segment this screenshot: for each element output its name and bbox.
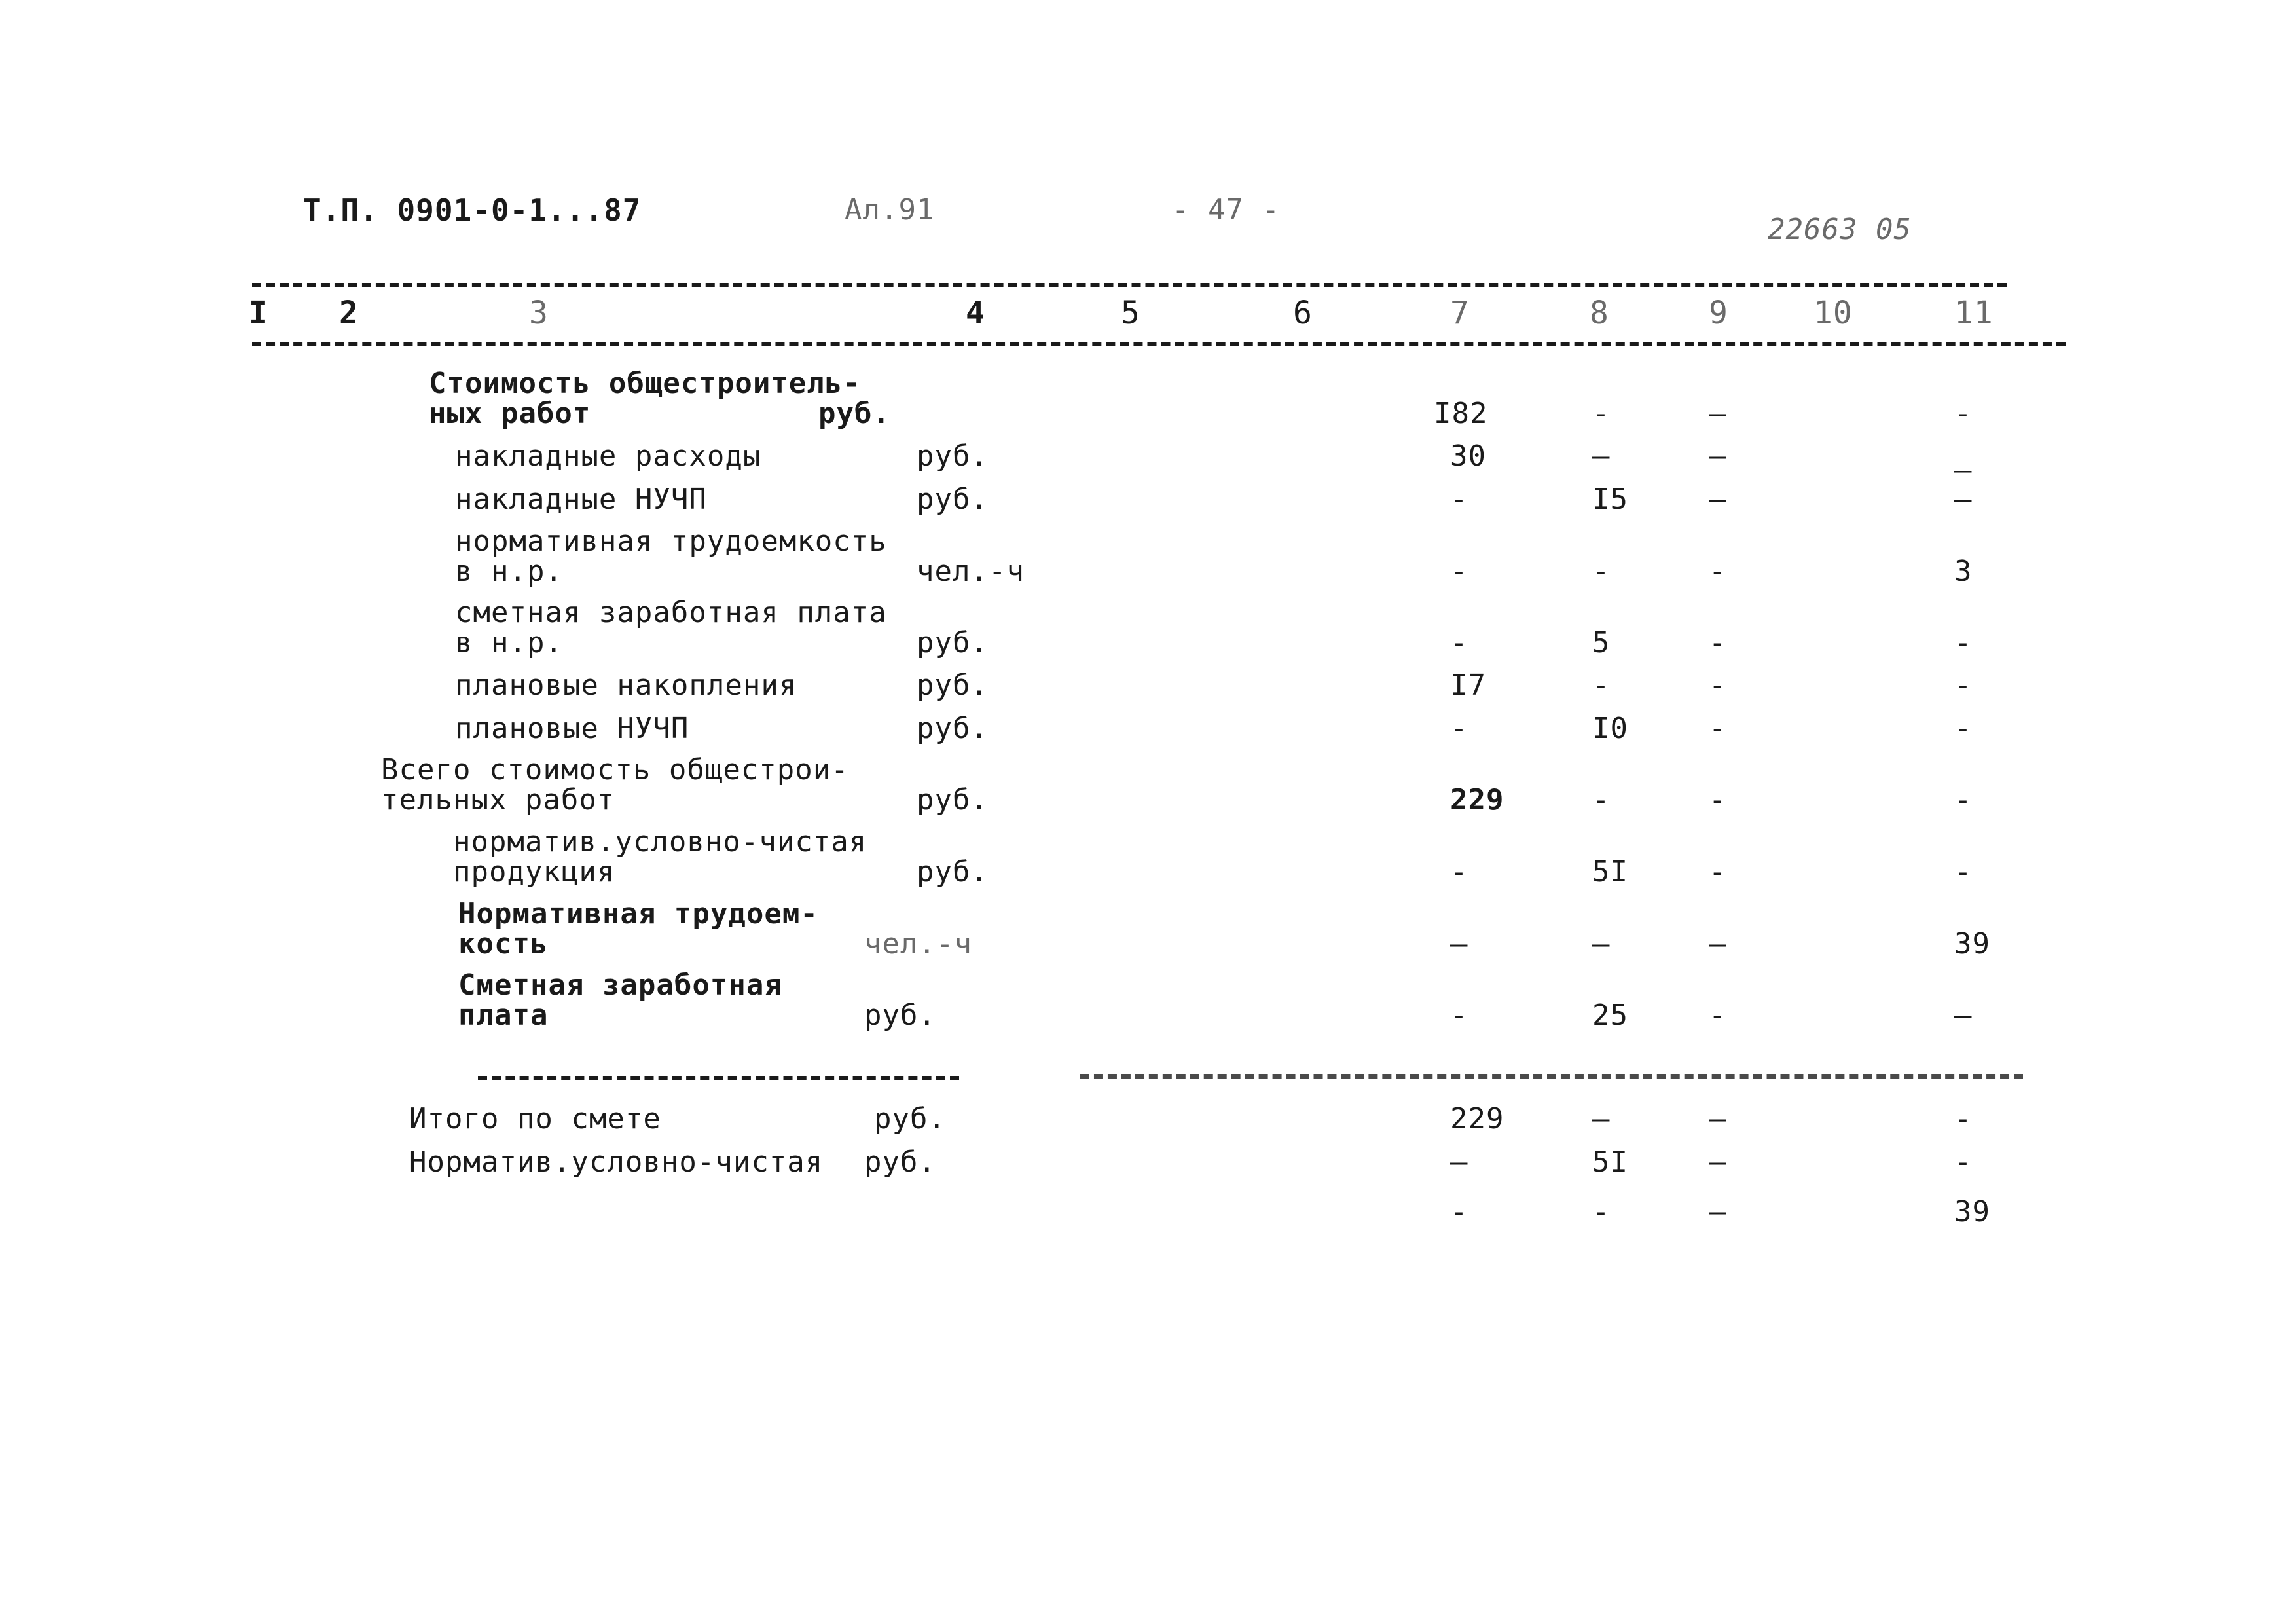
row-name: сметная заработная плата: [455, 596, 887, 629]
row-col9: -: [1709, 669, 1727, 702]
total-col11: -: [1954, 1102, 1973, 1135]
total-col8: –: [1592, 1102, 1611, 1135]
column-11: 11: [1954, 295, 1994, 331]
total-col11: 39: [1954, 1195, 1990, 1228]
row-col9: –: [1709, 439, 1727, 473]
total-col9: –: [1709, 1145, 1727, 1179]
row-col11: 3: [1954, 555, 1973, 588]
row-name-cont: тельных работ: [381, 783, 615, 817]
total-col7: -: [1450, 1195, 1468, 1228]
total-col7: 229: [1450, 1102, 1504, 1135]
row-col11: -: [1954, 626, 1973, 659]
document-number: 22663 05: [1768, 213, 1912, 246]
row-name-cont: ных работ: [429, 397, 591, 430]
row-name: Сметная заработная: [458, 969, 782, 1002]
row-unit: руб.: [818, 397, 890, 430]
row-unit: руб.: [864, 999, 936, 1032]
row-col9: -: [1709, 999, 1727, 1032]
column-3: 3: [529, 295, 549, 331]
row-col8: I0: [1592, 712, 1628, 745]
row-unit: чел.-ч: [864, 927, 972, 961]
row-col7: -: [1450, 712, 1468, 745]
total-col11: -: [1954, 1145, 1973, 1179]
total-col9: –: [1709, 1102, 1727, 1135]
row-col7: I82: [1434, 397, 1488, 430]
row-name: накладные расходы: [455, 439, 761, 473]
row-col7: -: [1450, 555, 1468, 588]
column-4: 4: [966, 295, 985, 331]
column-10: 10: [1813, 295, 1853, 331]
row-name-cont: в н.р.: [455, 555, 563, 588]
row-col9: -: [1709, 712, 1727, 745]
total-name: Норматив.условно-чистая: [409, 1145, 824, 1179]
column-1: I: [249, 295, 268, 331]
column-6: 6: [1293, 295, 1313, 331]
row-col11: -: [1954, 712, 1973, 745]
row-col8: -: [1592, 669, 1611, 702]
row-col8: I5: [1592, 483, 1628, 516]
total-name: Итого по смете: [409, 1102, 661, 1135]
row-col11: -: [1954, 855, 1973, 889]
row-col7: -: [1450, 855, 1468, 889]
row-col9: –: [1709, 483, 1727, 516]
column-9: 9: [1709, 295, 1728, 331]
total-col9: —: [1709, 1195, 1727, 1228]
row-col9: –: [1709, 397, 1727, 430]
row-col9: –: [1709, 927, 1727, 961]
total-col7: –: [1450, 1145, 1468, 1179]
album-number: Ал.91: [845, 193, 935, 227]
row-name: плановые НУЧП: [455, 712, 689, 745]
row-col9: -: [1709, 626, 1727, 659]
row-col8: -: [1592, 397, 1611, 430]
row-col8: –: [1592, 439, 1611, 473]
row-col11: -: [1954, 397, 1973, 430]
row-col11: _: [1954, 439, 1973, 473]
row-unit: руб.: [917, 439, 989, 473]
column-2: 2: [339, 295, 359, 331]
row-col7: 30: [1450, 439, 1486, 473]
column-7: 7: [1450, 295, 1470, 331]
row-unit: руб.: [917, 783, 989, 817]
row-col11: —: [1954, 999, 1973, 1032]
column-8: 8: [1590, 295, 1609, 331]
column-5: 5: [1121, 295, 1140, 331]
row-name: накладные НУЧП: [455, 483, 707, 516]
row-unit: руб.: [917, 855, 989, 889]
row-col11: -: [1954, 783, 1973, 817]
row-col8: 5I: [1592, 855, 1628, 889]
row-col9: -: [1709, 783, 1727, 817]
row-col7: I7: [1450, 669, 1486, 702]
row-col7: -: [1450, 483, 1468, 516]
row-col7: –: [1450, 927, 1468, 961]
row-col11: –: [1954, 483, 1973, 516]
row-name-cont: в н.р.: [455, 626, 563, 659]
row-col8: -: [1592, 783, 1611, 817]
row-unit: руб.: [917, 669, 989, 702]
total-unit: руб.: [864, 1145, 936, 1179]
row-unit: руб.: [917, 626, 989, 659]
row-col8: -: [1592, 555, 1611, 588]
row-col11: 39: [1954, 927, 1990, 961]
header-top-rule: [252, 283, 2007, 287]
row-col7: -: [1450, 999, 1468, 1032]
row-name-cont: продукция: [453, 855, 615, 889]
row-col8: 25: [1592, 999, 1628, 1032]
row-name: Стоимость общестроитель-: [429, 367, 861, 400]
row-col8: 5: [1592, 626, 1611, 659]
total-col8: 5I: [1592, 1145, 1628, 1179]
row-unit: руб.: [917, 483, 989, 516]
row-name: норматив.условно-чистая: [453, 825, 867, 858]
row-name-cont: плата: [458, 999, 549, 1032]
row-name: Нормативная трудоем-: [458, 897, 818, 931]
total-col8: -: [1592, 1195, 1611, 1228]
page-number: - 47 -: [1172, 193, 1280, 227]
row-col8: —: [1592, 927, 1611, 961]
totals-rule-left: [478, 1076, 959, 1080]
row-col7: 229: [1450, 783, 1504, 817]
row-unit: руб.: [917, 712, 989, 745]
row-name: плановые накопления: [455, 669, 797, 702]
row-name-cont: кость: [458, 927, 549, 961]
row-col7: -: [1450, 626, 1468, 659]
header-bottom-rule: [252, 342, 2066, 346]
row-col11: -: [1954, 669, 1973, 702]
row-name: нормативная трудоемкость: [455, 525, 887, 558]
row-col9: -: [1709, 555, 1727, 588]
row-name: Всего стоимость общестрои-: [381, 753, 849, 786]
totals-rule-right: [1080, 1074, 2023, 1079]
total-unit: руб.: [874, 1102, 946, 1135]
row-col9: -: [1709, 855, 1727, 889]
row-unit: чел.-ч: [917, 555, 1025, 588]
project-code: Т.П. 0901-0-1...87: [303, 193, 642, 228]
